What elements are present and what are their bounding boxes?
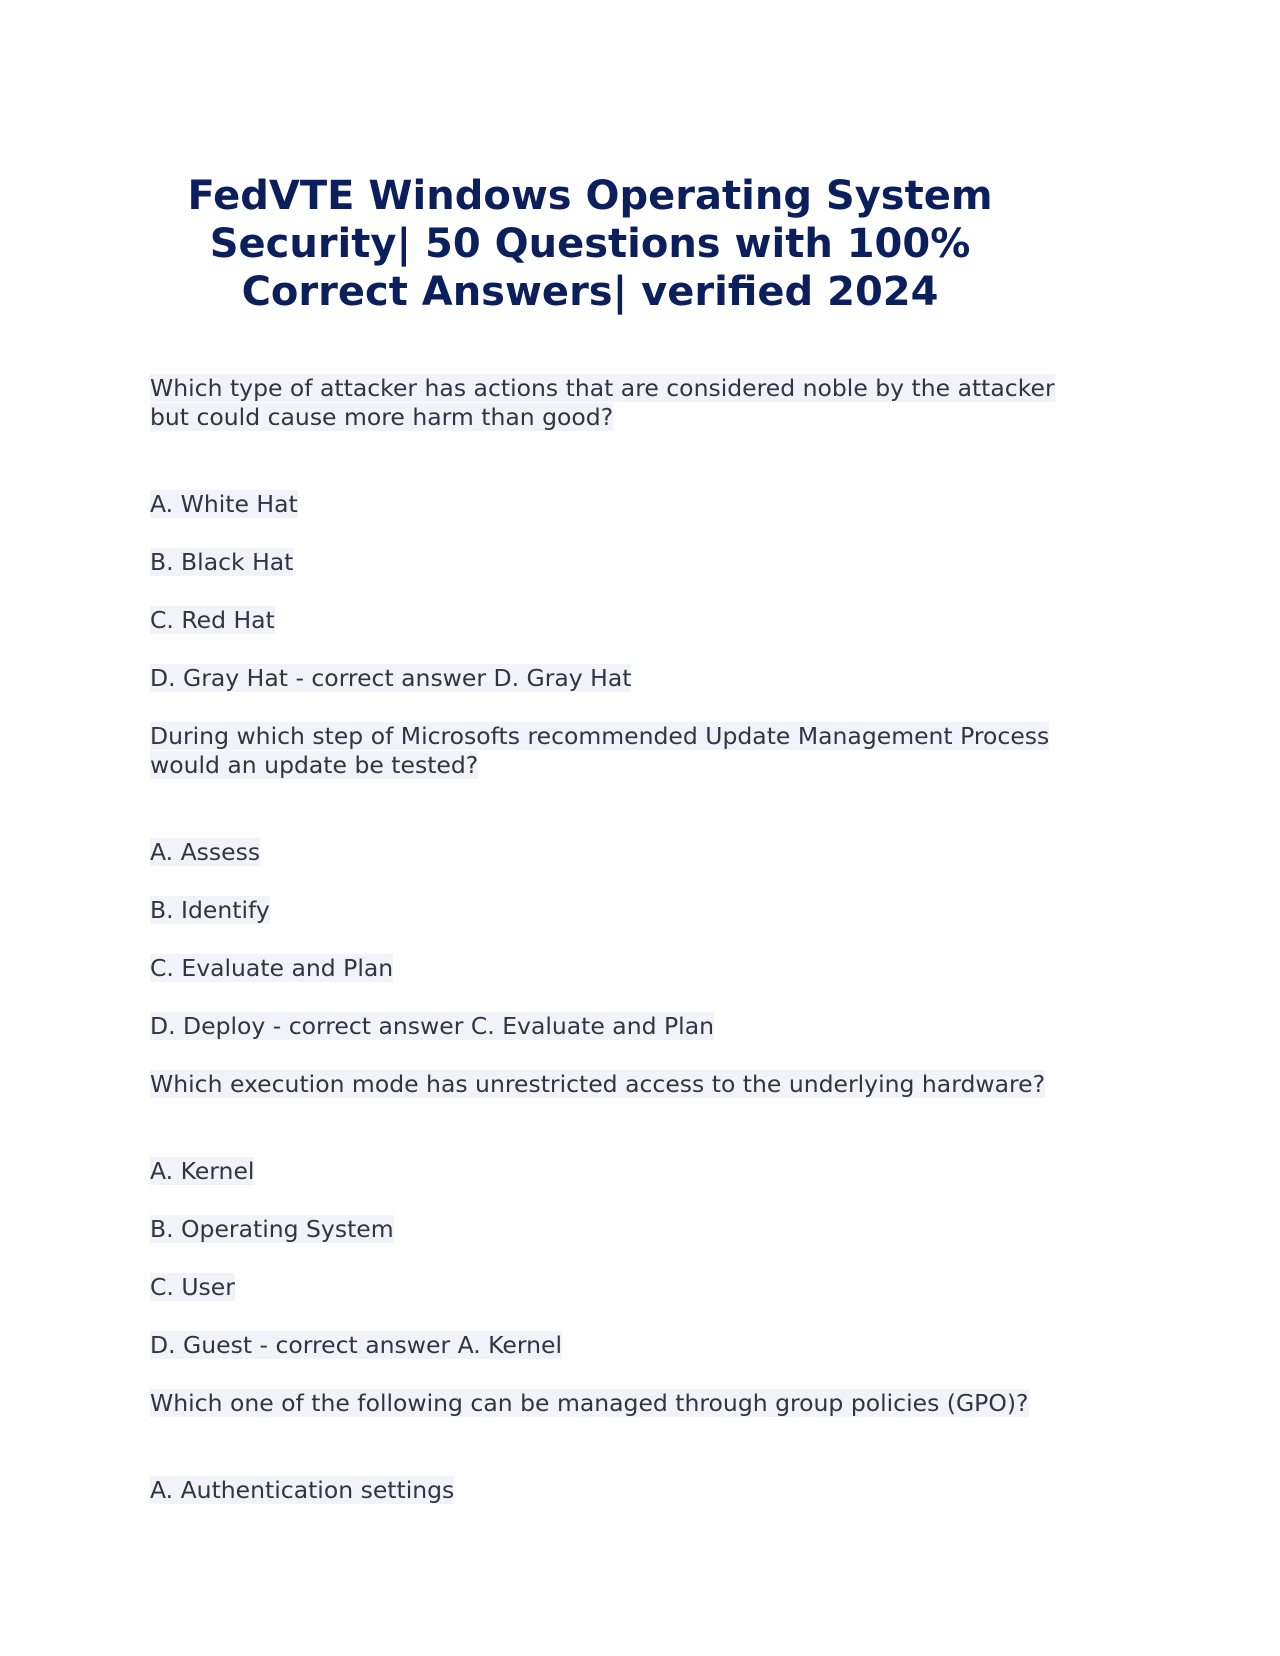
answer-option-with-correct-answer: D. Gray Hat - correct answer D. Gray Hat xyxy=(150,664,632,692)
answer-option: A. Assess xyxy=(150,838,261,866)
question-2 xyxy=(150,722,1150,780)
question-1 xyxy=(150,374,1150,432)
answer-option-with-correct-answer: D. Guest - correct answer A. Kernel xyxy=(150,1331,563,1359)
question-4 xyxy=(150,1389,1150,1418)
answer-option: B. Operating System xyxy=(150,1215,394,1243)
answer-option: B. Black Hat xyxy=(150,548,294,576)
question-text-line: Which type of attacker has actions that are considered noble by the attacker xyxy=(150,374,1055,402)
question-text-line: During which step of Microsofts recommended Update Management Process xyxy=(150,722,1050,750)
question-4-options xyxy=(150,1418,1150,1505)
question-3-options xyxy=(150,1099,1150,1360)
title-line: Correct Answers| verified 2024 xyxy=(241,269,939,315)
answer-option: A. Kernel xyxy=(150,1157,255,1185)
answer-option: C. Evaluate and Plan xyxy=(150,954,394,982)
answer-option-with-correct-answer: D. Deploy - correct answer C. Evaluate and Plan xyxy=(150,1012,714,1040)
question-3 xyxy=(150,1070,1150,1099)
title-line: Security| 50 Questions with 100% xyxy=(209,221,971,267)
document-body xyxy=(150,374,1150,1534)
answer-option: A. Authentication settings xyxy=(150,1476,455,1504)
question-text-line: would an update be tested? xyxy=(150,751,479,779)
document-title xyxy=(150,172,1030,316)
answer-option: B. Identify xyxy=(150,896,270,924)
question-text-line: Which one of the following can be managed through group policies (GPO)? xyxy=(150,1389,1029,1417)
answer-option: A. White Hat xyxy=(150,490,298,518)
answer-option: C. User xyxy=(150,1273,235,1301)
question-1-options xyxy=(150,432,1150,693)
question-text-line: Which execution mode has unrestricted access to the underlying hardware? xyxy=(150,1070,1046,1098)
question-text-line: but could cause more harm than good? xyxy=(150,403,614,431)
answer-option: C. Red Hat xyxy=(150,606,275,634)
question-2-options xyxy=(150,780,1150,1041)
title-line: FedVTE Windows Operating System xyxy=(187,173,993,219)
